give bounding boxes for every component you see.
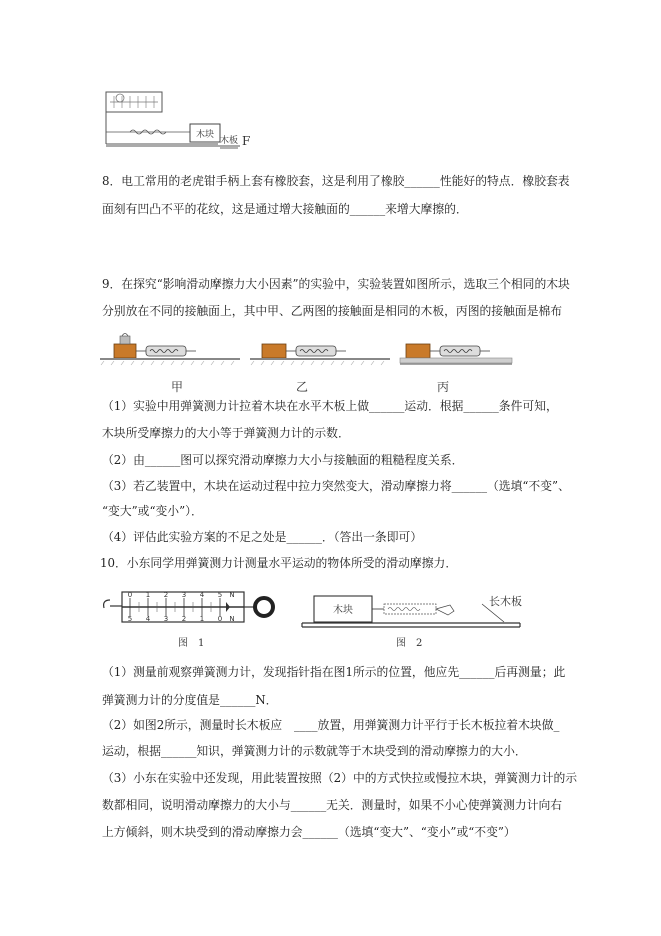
q9-sub4: （4）评估此实验方案的不足之处是______．（答出一条即可） — [102, 530, 423, 544]
q9-sub1-line-1: （1）实验中用弹簧测力计拉着木块在水平木板上做______运动．根据______条件可知， — [102, 399, 558, 413]
scale-top-3: 3 — [181, 591, 187, 599]
scale-top-2: 2 — [163, 591, 169, 599]
q9-sub1-line-2: 木块所受摩擦力的大小等于弹簧测力计的示数． — [102, 426, 350, 440]
q9-line-2: 分别放在不同的接触面上，其中甲、乙两图的接触面是相同的木板，丙图的接触面是棉布 — [102, 304, 563, 318]
scale-bottom-0: 0 — [217, 615, 223, 623]
setup-yi — [250, 344, 390, 365]
fig-label-yi: 乙 — [296, 380, 309, 394]
fig-label-jia: 甲 — [171, 380, 184, 394]
setup-jia — [100, 334, 240, 366]
top-block-label: 木块 — [195, 130, 215, 140]
fig-1-caption: 图 1 — [178, 638, 205, 649]
q9-sub2: （2）由______图可以探究滑动摩擦力大小与接触面的粗糙程度关系． — [102, 453, 464, 467]
q9-experiment-figure — [100, 330, 520, 370]
scale-top-4: 4 — [199, 591, 205, 599]
q10-figure-1-spring-scale — [100, 584, 280, 630]
top-experiment-figure — [100, 88, 280, 152]
q10-sub2-line-2: 运动，根据______知识，弹簧测力计的示数就等于木块受到的滑动摩擦力的大小． — [102, 744, 527, 758]
scale-bottom-3: 3 — [163, 615, 169, 623]
scale-top-5: 5 — [217, 591, 223, 599]
fig2-block-label: 木块 — [333, 605, 353, 616]
fig-2-caption: 图 2 — [396, 638, 423, 649]
scale-top-1: 1 — [145, 591, 151, 599]
q10-sub1-line-1: （1）测量前观察弹簧测力计，发现指针指在图1所示的位置，他应先______后再测量；此 — [102, 665, 566, 679]
scale-top-0: 0 — [127, 591, 133, 599]
q10-sub3-line-3: 上方倾斜，则木块受到的滑动摩擦力会______（选填“变大”、“变小”或“不变”） — [102, 825, 516, 839]
q9-line-1: 9．在探究“影响滑动摩擦力大小因素”的实验中，实验装置如图所示，选取三个相同的木块 — [102, 277, 570, 291]
q8-line-1: 8．电工常用的老虎钳手柄上套有橡胶套，这是利用了橡胶______性能好的特点．橡胶套表 — [102, 174, 570, 188]
scale-top-unit: N — [229, 591, 235, 599]
scale-bottom-1: 1 — [199, 615, 205, 623]
q10-sub3-line-1: （3）小东在实验中还发现，用此装置按照（2）中的方式快拉或慢拉木块，弹簧测力计的示 — [102, 771, 578, 785]
scale-bottom-4: 4 — [145, 615, 151, 623]
q9-sub3-line-2: “变大”或“变小”）． — [102, 504, 203, 518]
scale-bottom-5: 5 — [127, 615, 133, 623]
fig-label-bing: 丙 — [437, 380, 450, 394]
q10-line-1: 10．小东同学用弹簧测力计测量水平运动的物体所受的滑动摩擦力． — [100, 556, 458, 570]
scale-bottom-unit: N — [229, 615, 235, 623]
setup-bing — [400, 344, 512, 364]
q8-line-2: 面刻有凹凸不平的花纹，这是通过增大接触面的______来增大摩擦的． — [102, 202, 468, 216]
top-board-label: 木板 — [220, 136, 239, 146]
q9-sub3-line-1: （3）若乙装置中，木块在运动过程中拉力突然变大，滑动摩擦力将______（选填“不变”、 — [102, 479, 570, 493]
q10-sub1-line-2: 弹簧测力计的分度值是______N． — [102, 693, 278, 707]
q10-sub3-line-2: 数都相同，说明滑动摩擦力的大小与______无关．测量时，如果不小心使弹簧测力计向右 — [102, 798, 563, 812]
fig2-board-label: 长木板 — [489, 595, 522, 608]
scale-bottom-2: 2 — [181, 615, 187, 623]
top-force-label: F — [242, 134, 251, 148]
q10-sub2-line-1: （2）如图2所示，测量时长木板应 ____放置，用弹簧测力计平行于长木板拉着木块做_ — [102, 718, 560, 732]
